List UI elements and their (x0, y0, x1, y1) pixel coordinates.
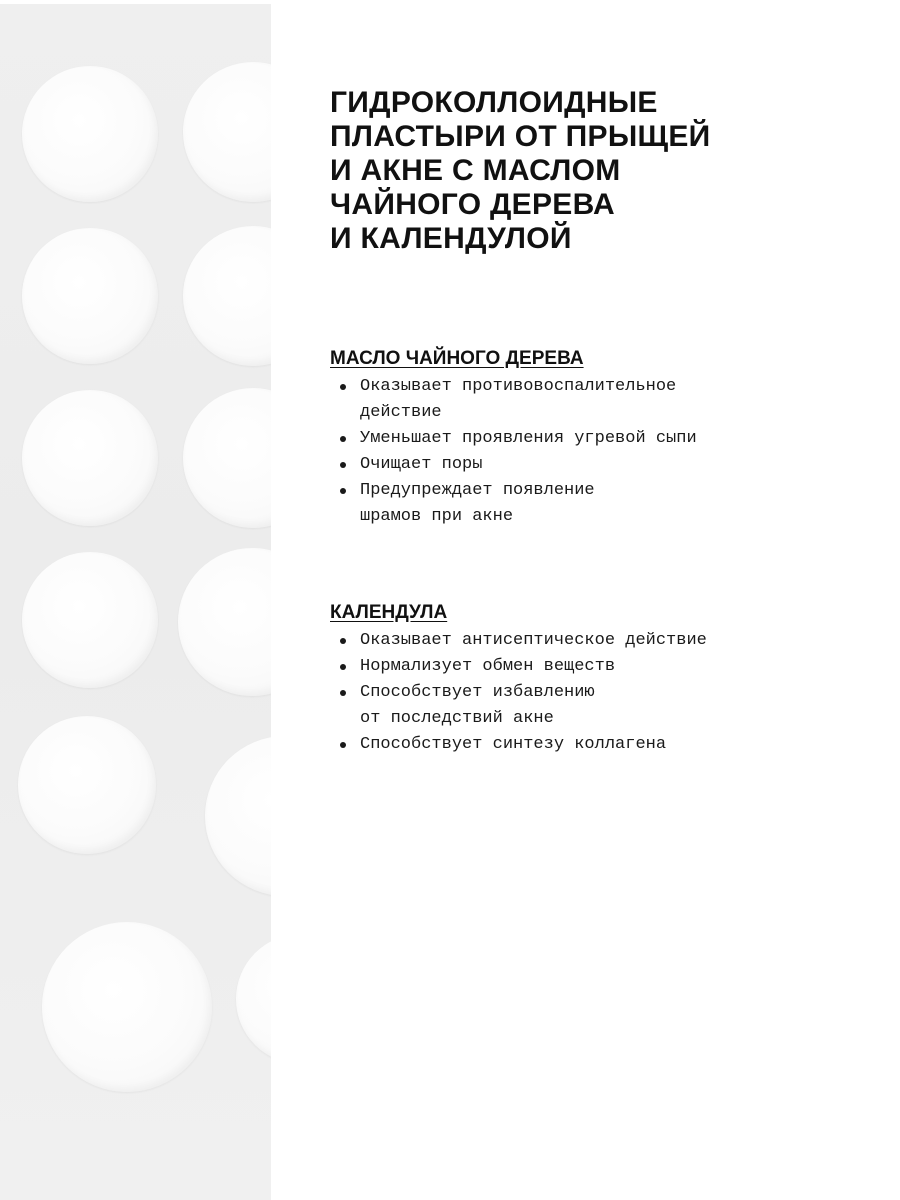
bullet-dot-icon (340, 384, 346, 390)
bullet-dot-icon (340, 462, 346, 468)
patch-circle (18, 716, 156, 854)
title-line: И АКНЕ С МАСЛОМ (330, 154, 621, 187)
benefit-item (330, 452, 850, 478)
bullet-dot-icon (340, 690, 346, 696)
product-photo-panel (0, 4, 271, 1200)
benefit-item (330, 628, 850, 654)
patch-circle (183, 62, 271, 202)
bullet-dot-icon (340, 436, 346, 442)
benefit-text: Очищает поры (360, 455, 483, 474)
section-heading: МАСЛО ЧАЙНОГО ДЕРЕВА (330, 348, 584, 369)
title-line: ПЛАСТЫРИ ОТ ПРЫЩЕЙ (330, 120, 711, 153)
patch-circle (22, 228, 158, 364)
bullet-dot-icon (340, 742, 346, 748)
bullet-dot-icon (340, 638, 346, 644)
section-calendula (330, 602, 850, 758)
title-line: ГИДРОКОЛЛОИДНЫЕ (330, 86, 658, 119)
bullet-dot-icon (340, 664, 346, 670)
benefit-text: Способствует избавлению (360, 683, 595, 702)
patch-circle (22, 390, 158, 526)
benefit-item (330, 374, 850, 426)
section-tea-tree-oil (330, 348, 850, 530)
patch-circle (205, 736, 271, 896)
bullet-dot-icon (340, 488, 346, 494)
benefit-text: действие (360, 403, 442, 422)
benefit-text: от последствий акне (360, 709, 554, 728)
patch-circle (22, 552, 158, 688)
patch-circle (183, 388, 271, 528)
benefit-text: Уменьшает проявления угревой сыпи (360, 429, 697, 448)
section-heading: КАЛЕНДУЛА (330, 602, 448, 623)
benefit-item (330, 426, 850, 452)
benefit-text: Предупреждает появление (360, 481, 595, 500)
benefit-item (330, 654, 850, 680)
benefit-list (330, 628, 850, 758)
benefit-item (330, 732, 850, 758)
patch-circle (236, 934, 271, 1064)
title-line: ЧАЙНОГО ДЕРЕВА (330, 188, 616, 221)
benefit-item (330, 478, 850, 530)
patch-circle (22, 66, 158, 202)
benefit-text: Оказывает антисептическое действие (360, 631, 707, 650)
page-title (330, 86, 850, 256)
benefit-list (330, 374, 850, 530)
benefit-text: Нормализует обмен веществ (360, 657, 616, 676)
benefit-text: Оказывает противовоспалительное (360, 377, 677, 396)
benefit-text: Способствует синтезу коллагена (360, 735, 667, 754)
patch-circle (42, 922, 212, 1092)
patch-circle (183, 226, 271, 366)
benefit-text: шрамов при акне (360, 507, 514, 526)
title-line: И КАЛЕНДУЛОЙ (330, 222, 572, 255)
patch-circle (178, 548, 271, 696)
benefit-item (330, 680, 850, 732)
